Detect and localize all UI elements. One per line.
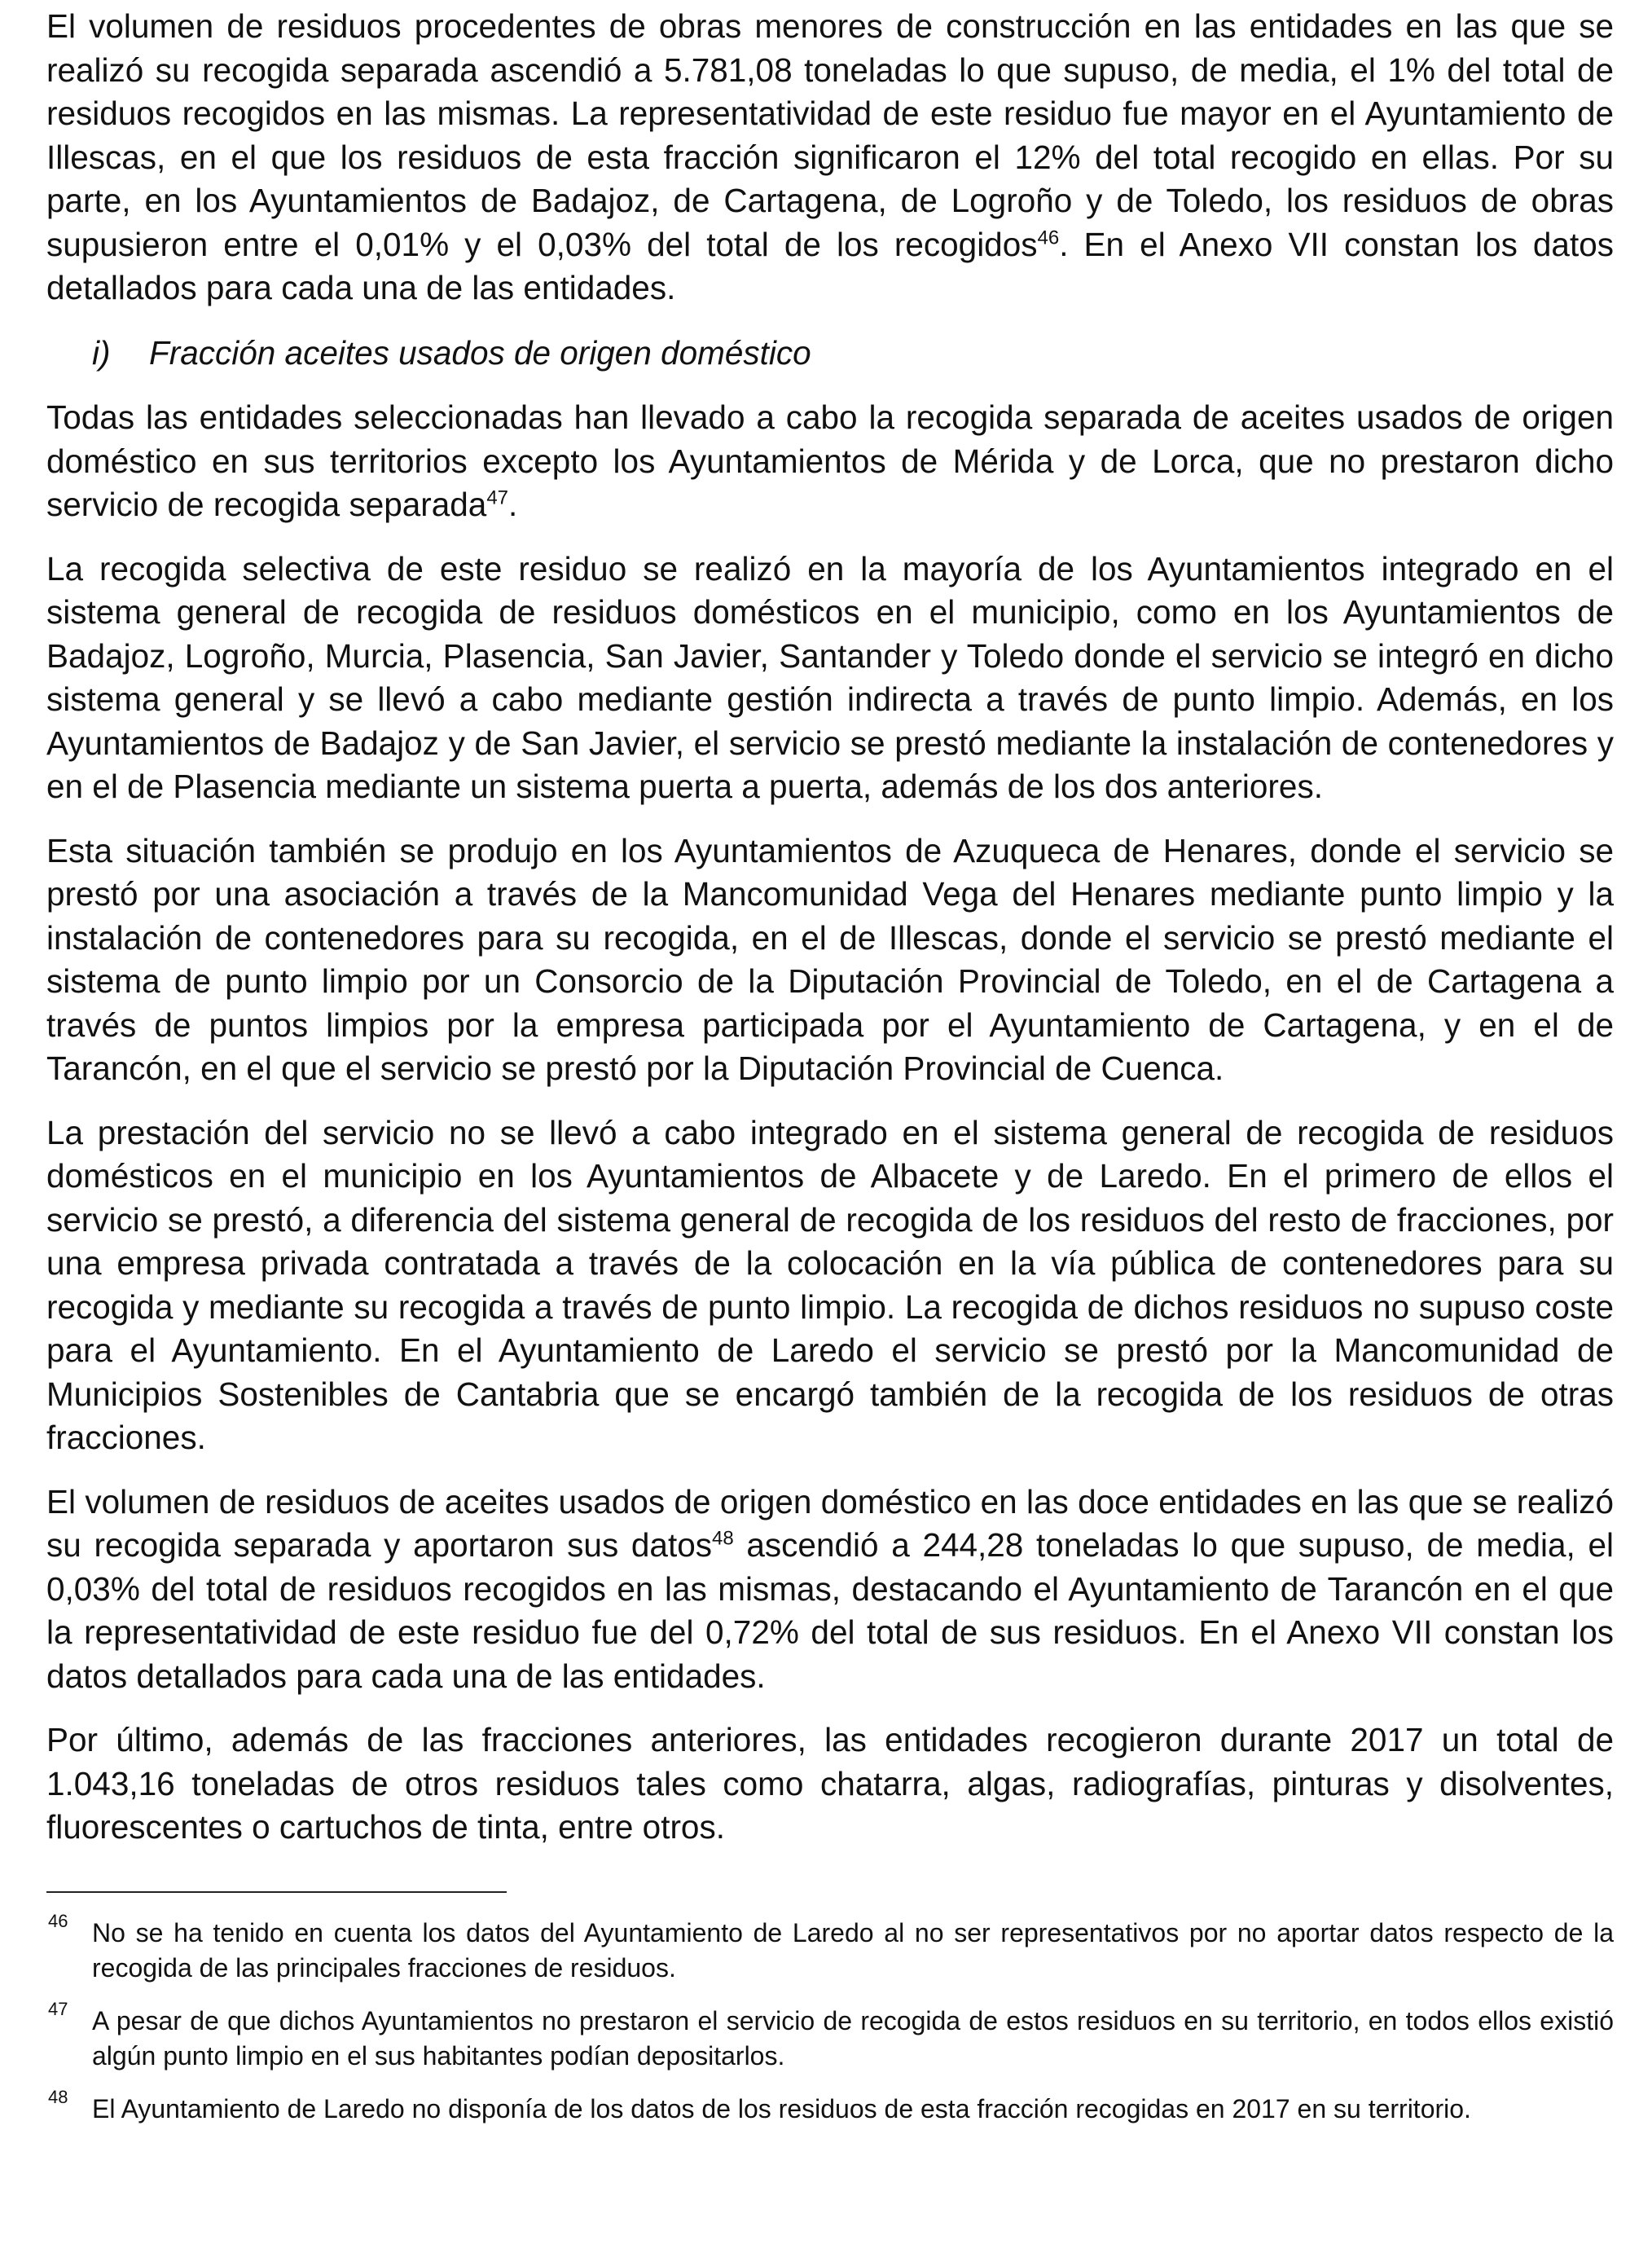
paragraph-obras-menores — [46, 5, 1614, 310]
paragraph-recogida-selectiva: La recogida selectiva de este residuo se realizó en la mayoría de los Ayuntamientos integrado en el sistema general de recogida de residuos domésticos en el municipio, como en los Ayuntamientos de Badajoz, Logroño, Murcia, Plasencia, San Javier, Santander y Toledo donde el servicio se integró en dicho sistema general y se llevó a cabo mediante gestión indirecta a través de punto limpio. Además, en los Ayuntamientos de Badajoz y de San Javier, el servicio se prestó mediante la instalación de contenedores y en el de Plasencia mediante un sistema puerta a puerta, además de los dos anteriores. — [46, 549, 1614, 805]
paragraph-text-end: ascendió a 244,28 toneladas lo que supuso, de media, el 0,03% del total de residuos recogidos en las mismas, destacando el Ayuntamiento de Tarancón en el que la representatividad de este residuo fue del 0,72% del total de sus residuos. En el Anexo VII constan los datos detallados para cada una de las entidades. — [46, 1526, 1614, 1695]
section-heading-aceites — [92, 332, 1614, 376]
footnote-47 — [46, 1998, 1614, 2074]
section-heading-title: Fracción aceites usados de origen doméstico — [149, 333, 811, 372]
footnote-text: A pesar de que dichos Ayuntamientos no prestaron el servicio de recogida de estos residuos en su territorio, en todos ellos existió algún punto limpio en el sus habitantes podían depositarlos. — [92, 2005, 1614, 2071]
section-heading-number: i) — [92, 333, 111, 372]
paragraph-prestacion: La prestación del servicio no se llevó a cabo integrado en el sistema general de recogida de residuos domésticos en el municipio en los Ayuntamientos de Albacete y de Laredo. En el primero de ellos el servicio se prestó, a diferencia del sistema general de recogida de los residuos del resto de fracciones, por una empresa privada contratada a través de la colocación en la vía pública de contenedores para su recogida y mediante su recogida a través de punto limpio. La recogida de dichos residuos no supuso coste para el Ayuntamiento. En el Ayuntamiento de Laredo el servicio se prestó por la Mancomunidad de Municipios Sostenibles de Cantabria que se encargó también de la recogida de los residuos de otras fracciones. — [46, 1113, 1614, 1456]
footnote-number: 47 — [48, 1998, 68, 2019]
footnote-text: No se ha tenido en cuenta los datos del Ayuntamiento de Laredo al no ser representativos por no aportar datos respecto de la recogida de las principales fracciones de residuos. — [92, 1917, 1614, 1983]
paragraph-entidades-aceites — [46, 396, 1614, 527]
footnote-48 — [46, 2086, 1614, 2127]
paragraph-text: Todas las entidades seleccionadas han llevado a cabo la recogida separada de aceites usados de origen doméstico en sus territorios excepto los Ayuntamientos de Mérida y de Lorca, que no prestaron dicho servicio de recogida separada — [46, 398, 1614, 523]
footnote-46 — [46, 1910, 1614, 1986]
paragraph-otros-residuos: Por último, además de las fracciones anteriores, las entidades recogieron durante 2017 un total de 1.043,16 toneladas de otros residuos tales como chatarra, algas, radiografías, pinturas y disolventes, fluorescentes o cartuchos de tinta, entre otros. — [46, 1721, 1614, 1846]
footnote-number: 48 — [48, 2086, 68, 2107]
footnote-ref-46[interactable]: 46 — [1037, 227, 1060, 249]
paragraph-text-end: . — [508, 486, 518, 523]
footnote-ref-47[interactable]: 47 — [486, 486, 509, 509]
paragraph-text: El volumen de residuos procedentes de obras menores de construcción en las entidades en las que se realizó su recogida separada ascendió a 5.781,08 toneladas lo que supuso, de media, el 1% del total de residuos recogidos en las mismas. La representatividad de este residuo fue mayor en el Ayuntamiento de Illescas, en el que los residuos de esta fracción significaron el 12% del total recogido en ellas. Por su parte, en los Ayuntamientos de Badajoz, de Cartagena, de Logroño y de Toledo, los residuos de obras supusieron entre el 0,01% y el 0,03% del total de los recogidos — [46, 7, 1614, 263]
paragraph-situacion: Esta situación también se produjo en los Ayuntamientos de Azuqueca de Henares, donde el servicio se prestó por una asociación a través de la Mancomunidad Vega del Henares mediante punto limpio y la instalación de contenedores para su recogida, en el de Illescas, donde el servicio se prestó mediante el sistema de punto limpio por un Consorcio de la Diputación Provincial de Toledo, en el de Cartagena a través de puntos limpios por la empresa participada por el Ayuntamiento de Cartagena, y en el de Tarancón, en el que el servicio se prestó por la Diputación Provincial de Cuenca. — [46, 831, 1614, 1087]
document-page — [46, 5, 1614, 2145]
paragraph-text: El volumen de residuos de aceites usados de origen doméstico en las doce entidades en las que se realizó su recogida separada y aportaron sus datos — [46, 1482, 1614, 1564]
footnote-number: 46 — [48, 1910, 68, 1931]
footnote-ref-48[interactable]: 48 — [711, 1527, 734, 1550]
footnote-separator — [46, 1891, 507, 1893]
paragraph-volumen-aceites — [46, 1481, 1614, 1699]
footnote-text: El Ayuntamiento de Laredo no disponía de los datos de los residuos de esta fracción recogidas en 2017 en su territorio. — [92, 2093, 1471, 2123]
paragraph-text-end: . En el Anexo VII constan los datos detallados para cada una de las entidades. — [46, 225, 1614, 306]
